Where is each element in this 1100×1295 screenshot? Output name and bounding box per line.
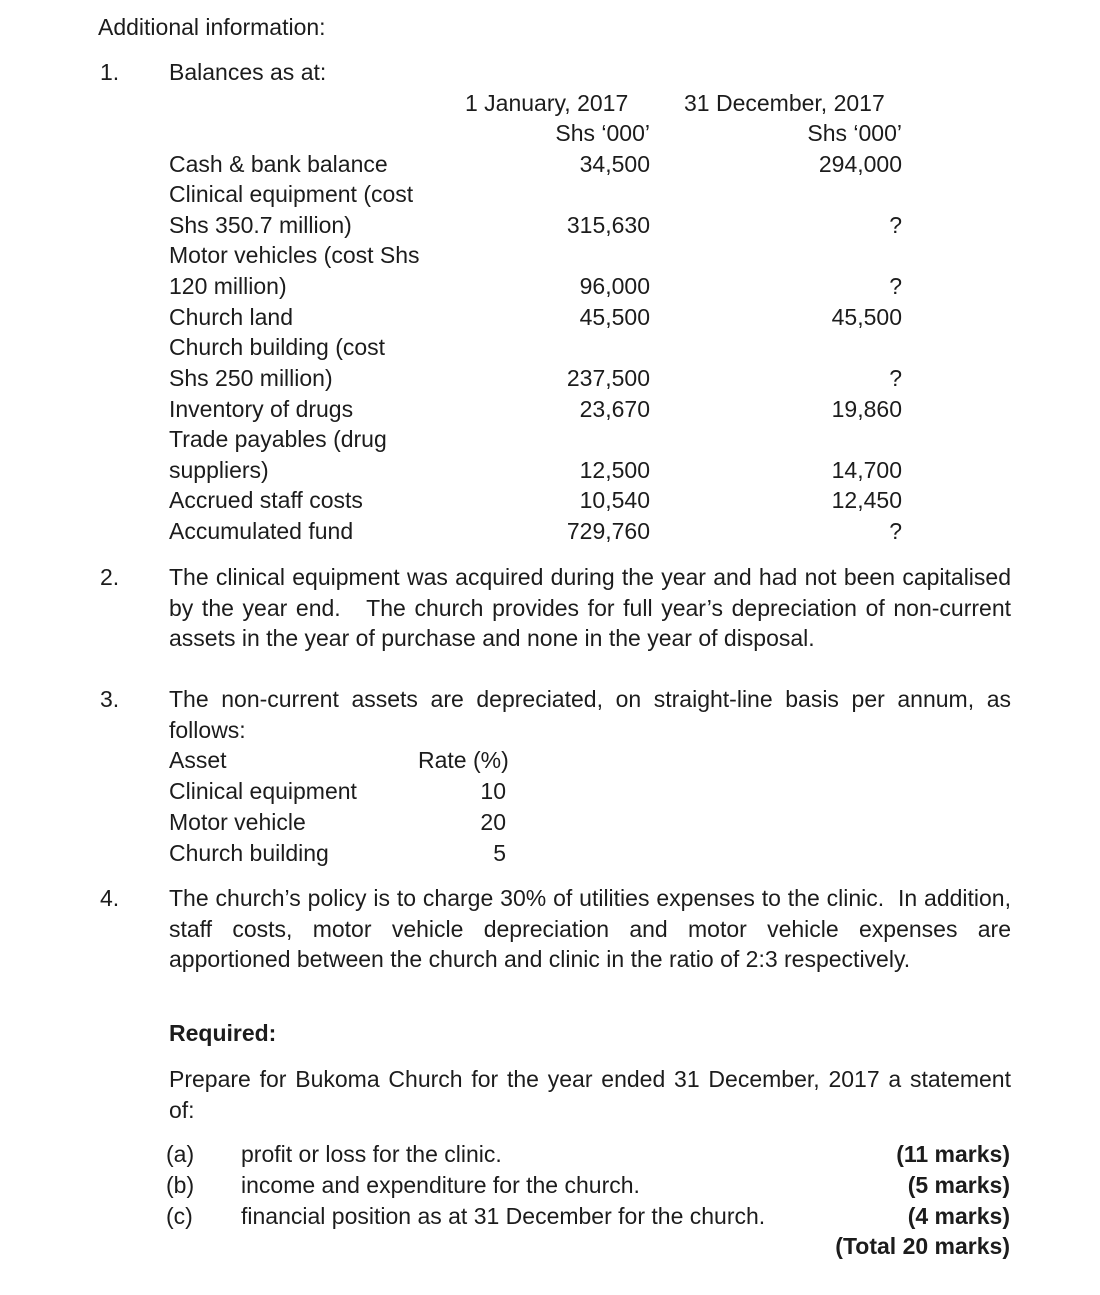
- part-c-text: financial position as at 31 December for the church.: [241, 1203, 766, 1229]
- row-label-motor-vehicles-2: 120 million): [169, 273, 287, 299]
- part-a-letter: (a): [166, 1141, 195, 1167]
- row-label-accrued-staff-costs: Accrued staff costs: [169, 487, 363, 513]
- rate-row-value-clinical-equipment: 10: [480, 778, 506, 804]
- rate-row-value-motor-vehicle: 20: [480, 809, 506, 835]
- column-unit-jan: Shs ‘000’: [555, 120, 650, 146]
- row-value-church-land-jan: 45,500: [579, 304, 650, 330]
- part-a-marks: (11 marks): [896, 1141, 1010, 1167]
- row-value-trade-payables-dec: 14,700: [831, 457, 902, 483]
- required-intro: Prepare for Bukoma Church for the year ended 31 December, 2017 a statement of:: [169, 1066, 1011, 1123]
- row-value-church-building-dec: ?: [889, 365, 902, 391]
- row-value-cash-jan: 34,500: [579, 151, 650, 177]
- row-value-motor-vehicles-jan: 96,000: [579, 273, 650, 299]
- row-label-cash: Cash & bank balance: [169, 151, 388, 177]
- part-a-text: profit or loss for the clinic.: [241, 1141, 502, 1167]
- row-value-church-land-dec: 45,500: [831, 304, 902, 330]
- row-label-church-land: Church land: [169, 304, 294, 330]
- rate-row-value-church-building: 5: [493, 840, 506, 866]
- row-value-church-building-jan: 237,500: [566, 365, 650, 391]
- row-label-trade-payables-2: suppliers): [169, 457, 269, 483]
- column-header-jan: 1 January, 2017: [465, 90, 629, 116]
- balances-intro: Balances as at:: [169, 59, 327, 85]
- row-value-clinical-equipment-dec: ?: [889, 212, 902, 238]
- column-unit-dec: Shs ‘000’: [807, 120, 902, 146]
- row-value-accumulated-fund-jan: 729,760: [566, 518, 650, 544]
- part-c-marks: (4 marks): [907, 1203, 1010, 1229]
- row-value-clinical-equipment-jan: 315,630: [566, 212, 650, 238]
- item-number-2: 2.: [100, 564, 120, 590]
- row-value-accrued-staff-costs-jan: 10,540: [579, 487, 650, 513]
- item-4-paragraph: The church’s policy is to charge 30% of utilities expenses to the clinic. In addition, staff costs, motor vehicle depreciation and motor vehicle expenses are apportioned between the church and clinic in the ratio of 2:3 respectively.: [169, 885, 1011, 972]
- row-value-trade-payables-jan: 12,500: [579, 457, 650, 483]
- rate-row-asset-clinical-equipment: Clinical equipment: [169, 778, 357, 804]
- rate-table-asset-header: Asset: [169, 747, 227, 773]
- item-number-1: 1.: [100, 59, 120, 85]
- part-b-letter: (b): [166, 1172, 195, 1198]
- row-label-motor-vehicles-1: Motor vehicles (cost Shs: [169, 242, 420, 268]
- item-number-3: 3.: [100, 686, 120, 712]
- rate-row-asset-motor-vehicle: Motor vehicle: [169, 809, 306, 835]
- item-number-4: 4.: [100, 885, 120, 911]
- column-header-dec: 31 December, 2017: [684, 90, 885, 116]
- total-marks: (Total 20 marks): [835, 1233, 1010, 1259]
- row-value-inventory-jan: 23,670: [579, 396, 650, 422]
- item-2-paragraph: The clinical equipment was acquired during the year and had not been capitalised by the year end. The church provides for full year’s depreciation of non-current assets in the year of purchase and none in the year of disposal.: [169, 564, 1011, 651]
- row-value-accumulated-fund-dec: ?: [889, 518, 902, 544]
- row-value-inventory-dec: 19,860: [831, 396, 902, 422]
- row-label-clinical-equipment-2: Shs 350.7 million): [169, 212, 352, 238]
- row-label-church-building-1: Church building (cost: [169, 334, 386, 360]
- row-label-trade-payables-1: Trade payables (drug: [169, 426, 387, 452]
- row-label-inventory: Inventory of drugs: [169, 396, 354, 422]
- row-label-clinical-equipment-1: Clinical equipment (cost: [169, 181, 414, 207]
- part-b-marks: (5 marks): [907, 1172, 1010, 1198]
- row-label-church-building-2: Shs 250 million): [169, 365, 333, 391]
- row-value-accrued-staff-costs-dec: 12,450: [831, 487, 902, 513]
- row-value-motor-vehicles-dec: ?: [889, 273, 902, 299]
- required-heading: Required:: [169, 1020, 277, 1046]
- rate-table-rate-header: Rate (%): [418, 747, 509, 773]
- row-label-accumulated-fund: Accumulated fund: [169, 518, 354, 544]
- part-b-text: income and expenditure for the church.: [241, 1172, 640, 1198]
- row-value-cash-dec: 294,000: [818, 151, 902, 177]
- rate-row-asset-church-building: Church building: [169, 840, 329, 866]
- item-3-intro: The non-current assets are depreciated, on straight-line basis per annum, as follows:: [169, 686, 1011, 743]
- part-c-letter: (c): [166, 1203, 193, 1229]
- section-heading: Additional information:: [98, 14, 326, 40]
